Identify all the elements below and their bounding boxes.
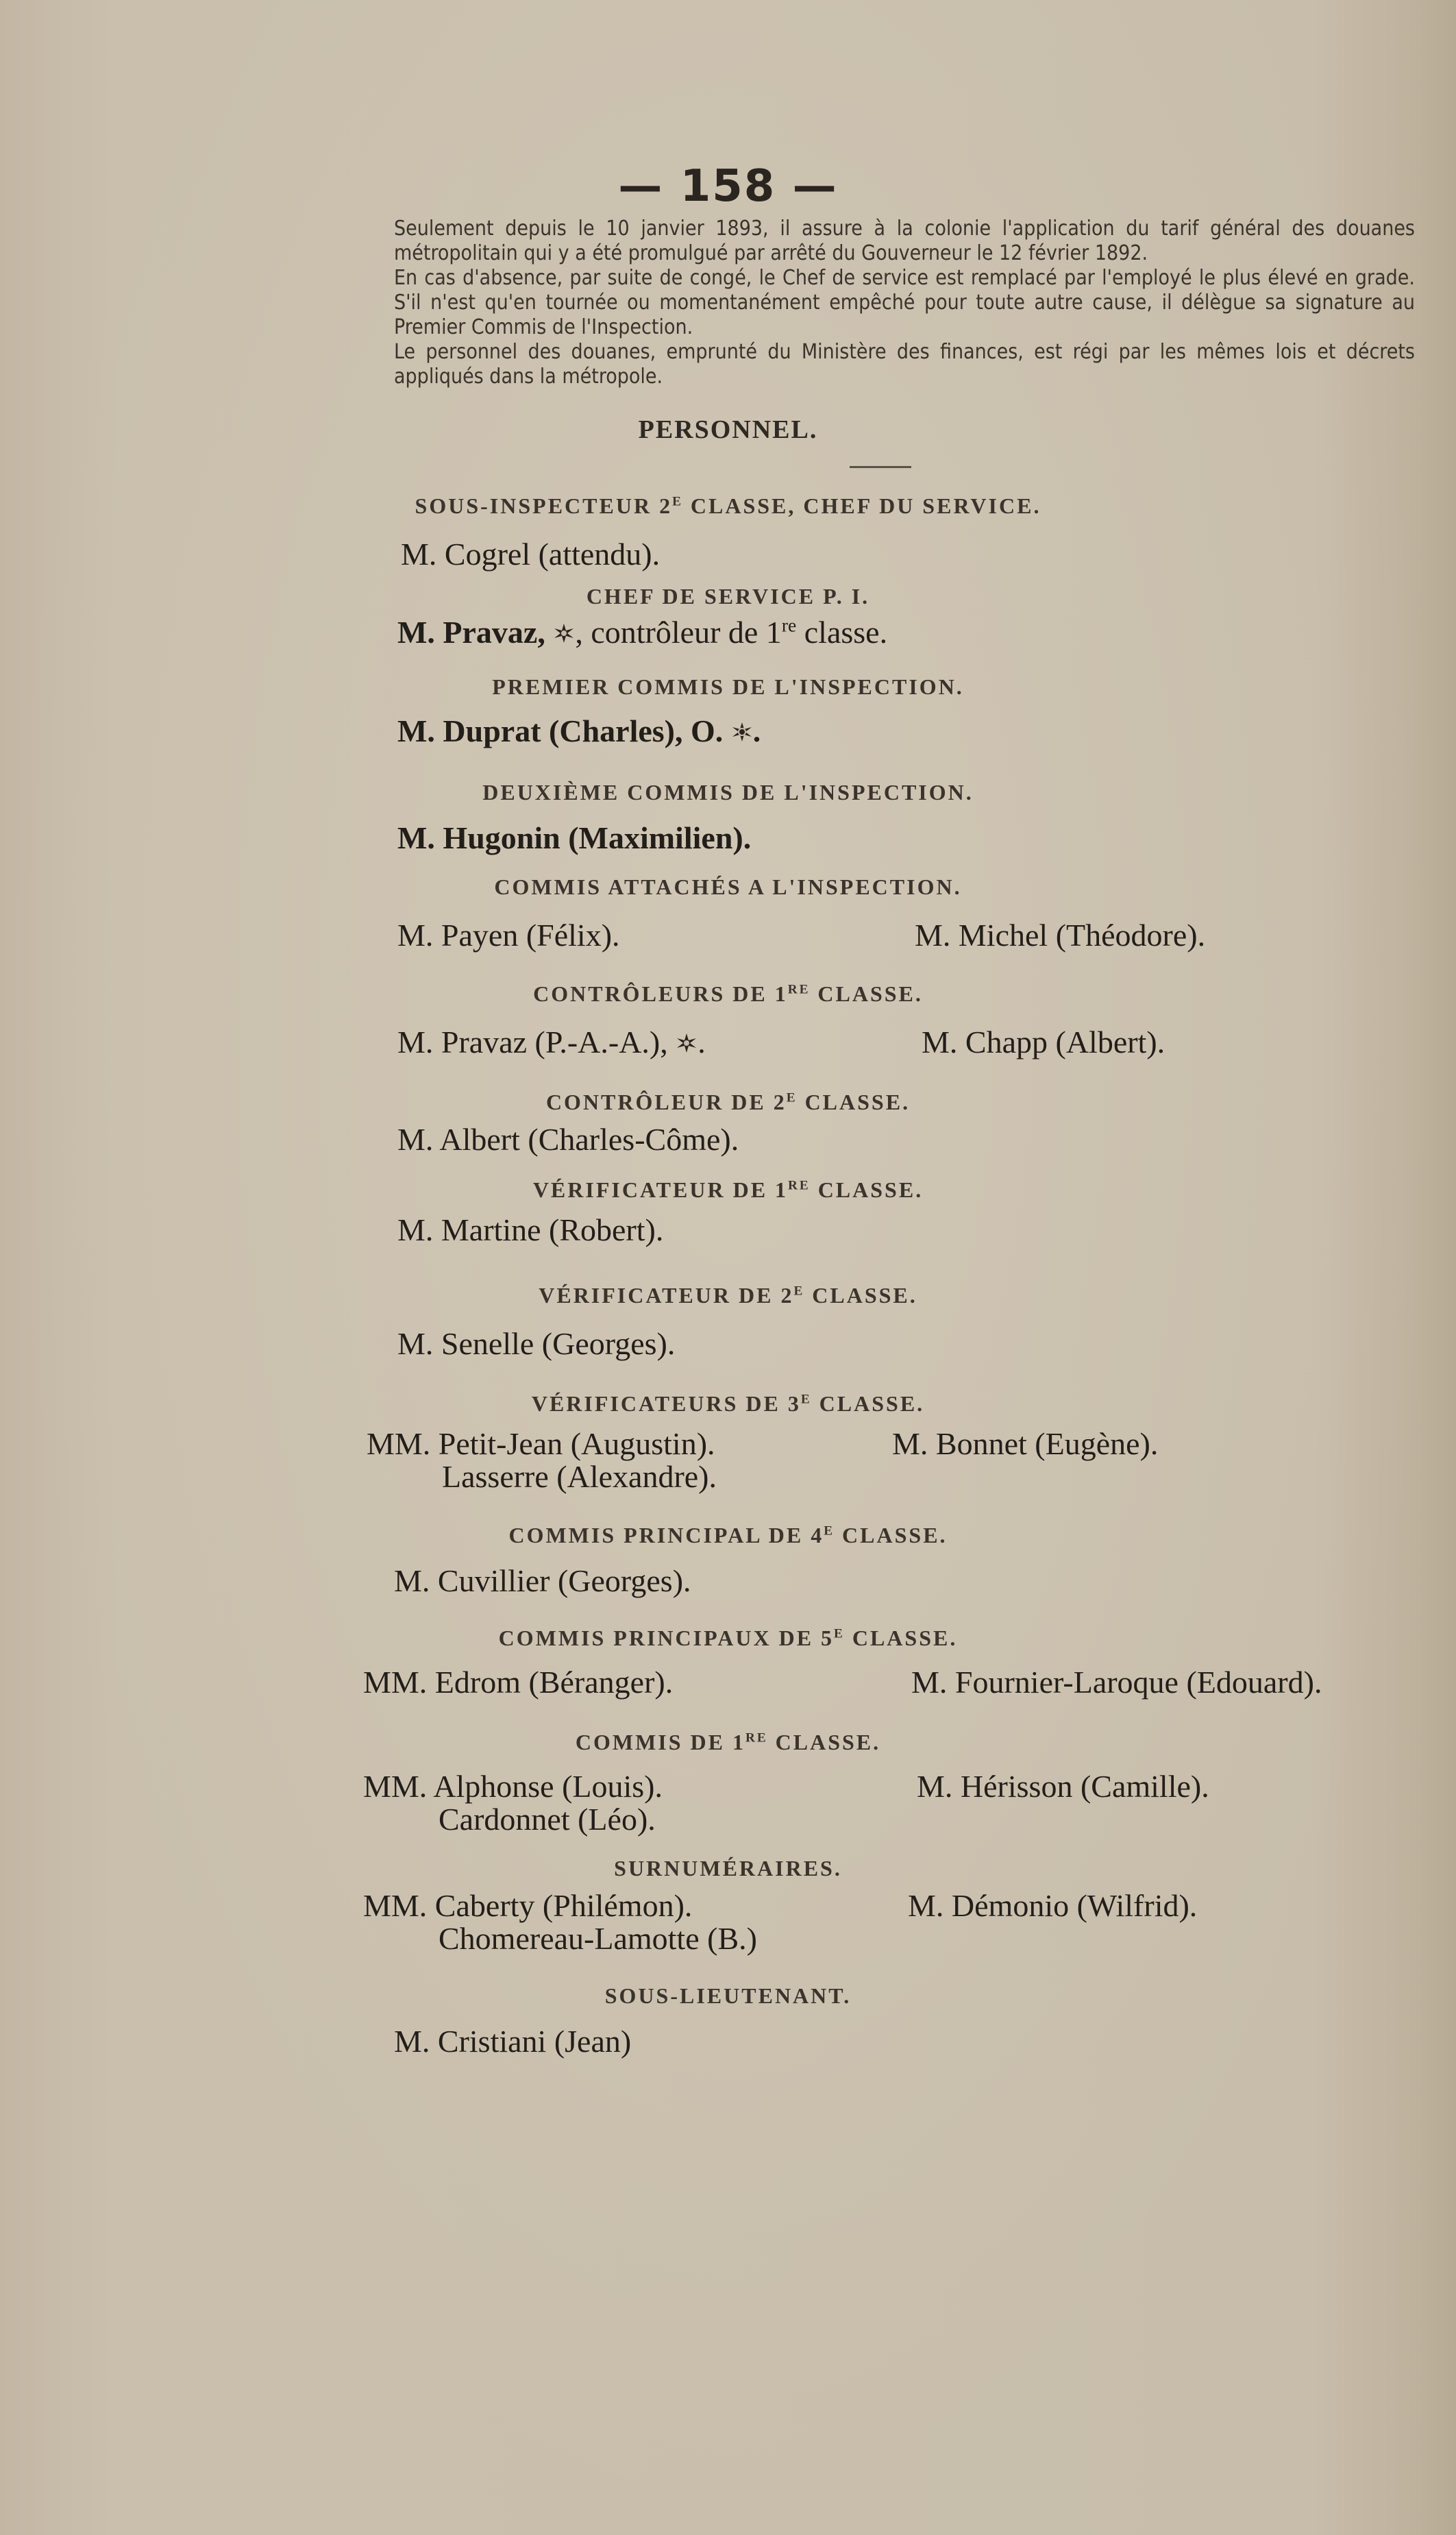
entry-name: MM. Alphonse (Louis). bbox=[363, 1769, 663, 1804]
entry-name: M. Michel (Théodore). bbox=[915, 918, 1206, 953]
entry-name: M. Cristiani (Jean) bbox=[394, 2024, 632, 2059]
entry-name: Cardonnet (Léo). bbox=[439, 1802, 656, 1837]
heading-verificateurs-3e: VÉRIFICATEURS DE $3^E$ CLASSE. bbox=[531, 1391, 925, 1416]
entry-name: M. Bonnet (Eugène). bbox=[892, 1426, 1159, 1461]
entry-name: Chomereau-Lamotte (B.) bbox=[439, 1921, 757, 1956]
legion-honour-cross-icon bbox=[553, 622, 575, 644]
entry-name: M. Démonio (Wilfrid). bbox=[908, 1888, 1198, 1923]
legion-honour-cross-icon bbox=[676, 1032, 698, 1054]
heading-commis-principaux-5e: COMMIS PRINCIPAUX DE $5^E$ CLASSE. bbox=[498, 1626, 958, 1650]
entry-name: M. Hérisson (Camille). bbox=[917, 1769, 1209, 1804]
entry-name: MM. Caberty (Philémon). bbox=[363, 1888, 693, 1923]
heading-verificateur-2e: VÉRIFICATEUR DE $2^E$ CLASSE. bbox=[539, 1283, 917, 1308]
entry-name: M. Cogrel (attendu). bbox=[401, 537, 661, 572]
entry-name: M. Martine (Robert). bbox=[397, 1212, 664, 1247]
entry-name: Lasserre (Alexandre). bbox=[442, 1459, 717, 1494]
entry-name: MM. Petit-Jean (Augustin). bbox=[367, 1426, 715, 1461]
entry-name: M. Cuvillier (Georges). bbox=[394, 1563, 691, 1598]
intro-paragraph-1: Seulement depuis le 10 janvier 1893, il assure à la colonie l'application du tarif général des douanes métropolitain qui y a été promulgué par arrêté du Gouverneur le 12 février 1892. bbox=[394, 217, 1415, 265]
heading-sous-lieutenant: SOUS-LIEUTENANT. bbox=[604, 1983, 852, 2008]
heading-verificateur-1re: VÉRIFICATEUR DE 1RE CLASSE. bbox=[532, 1177, 924, 1202]
intro-paragraph-2: En cas d'absence, par suite de congé, le Chef de service est remplacé par l'employé le plus élevé en grade. S'il n'est qu'en tournée ou momentanément empêché pour toute autre cause, il délègue sa signature au Premier Commis de l'Inspection. bbox=[394, 266, 1415, 339]
entry-name: M. Albert (Charles-Côme). bbox=[397, 1122, 739, 1157]
entry-name: M. Senelle (Georges). bbox=[397, 1326, 676, 1361]
section-title: PERSONNEL. bbox=[638, 415, 818, 444]
heading-commis-attaches: COMMIS ATTACHÉS A L'INSPECTION. bbox=[494, 874, 962, 899]
entry-name: M. Hugonin (Maximilien). bbox=[397, 820, 752, 855]
heading-deuxieme-commis: DEUXIÈME COMMIS DE L'INSPECTION. bbox=[482, 780, 974, 805]
entry-name: MM. Edrom (Béranger). bbox=[363, 1665, 674, 1700]
entry-name: M. Payen (Félix). bbox=[397, 918, 620, 953]
heading-controleurs-1re: CONTRÔLEURS DE 1RE CLASSE. bbox=[533, 981, 923, 1006]
page-number: — 158 — bbox=[618, 161, 838, 212]
heading-commis-principal-4e: COMMIS PRINCIPAL DE $4^E$ CLASSE. bbox=[508, 1523, 948, 1547]
divider bbox=[850, 466, 911, 468]
heading-commis-1re: COMMIS DE 1RE CLASSE. bbox=[575, 1730, 881, 1754]
entry-name: M. Fournier-Laroque (Edouard). bbox=[911, 1665, 1322, 1700]
entry-name: M. Pravaz, , contrôleur de 1re classe. bbox=[397, 614, 888, 650]
heading-surnumeraires: SURNUMÉRAIRES. bbox=[614, 1856, 842, 1881]
intro-paragraph-3: Le personnel des douanes, emprunté du Ministère des finances, est régi par les mêmes lois et décrets appliqués dans la métropole. bbox=[394, 340, 1415, 389]
officer-cross-icon bbox=[731, 721, 753, 743]
entry-name: M. Duprat (Charles), O. . bbox=[397, 713, 761, 748]
heading-chef-de-service: CHEF DE SERVICE P. I. bbox=[586, 584, 870, 609]
entry-name: M. Pravaz (P.-A.-A.), . bbox=[397, 1025, 706, 1060]
intro-text bbox=[394, 217, 1415, 389]
entry-name: M. Chapp (Albert). bbox=[922, 1025, 1165, 1060]
heading-premier-commis: PREMIER COMMIS DE L'INSPECTION. bbox=[492, 674, 964, 699]
heading-sous-inspecteur: SOUS-INSPECTEUR $2^E$ CLASSE, CHEF DU SERVICE. bbox=[415, 493, 1041, 518]
heading-controleur-2e: CONTRÔLEUR DE $2^E$ CLASSE. bbox=[545, 1090, 911, 1114]
